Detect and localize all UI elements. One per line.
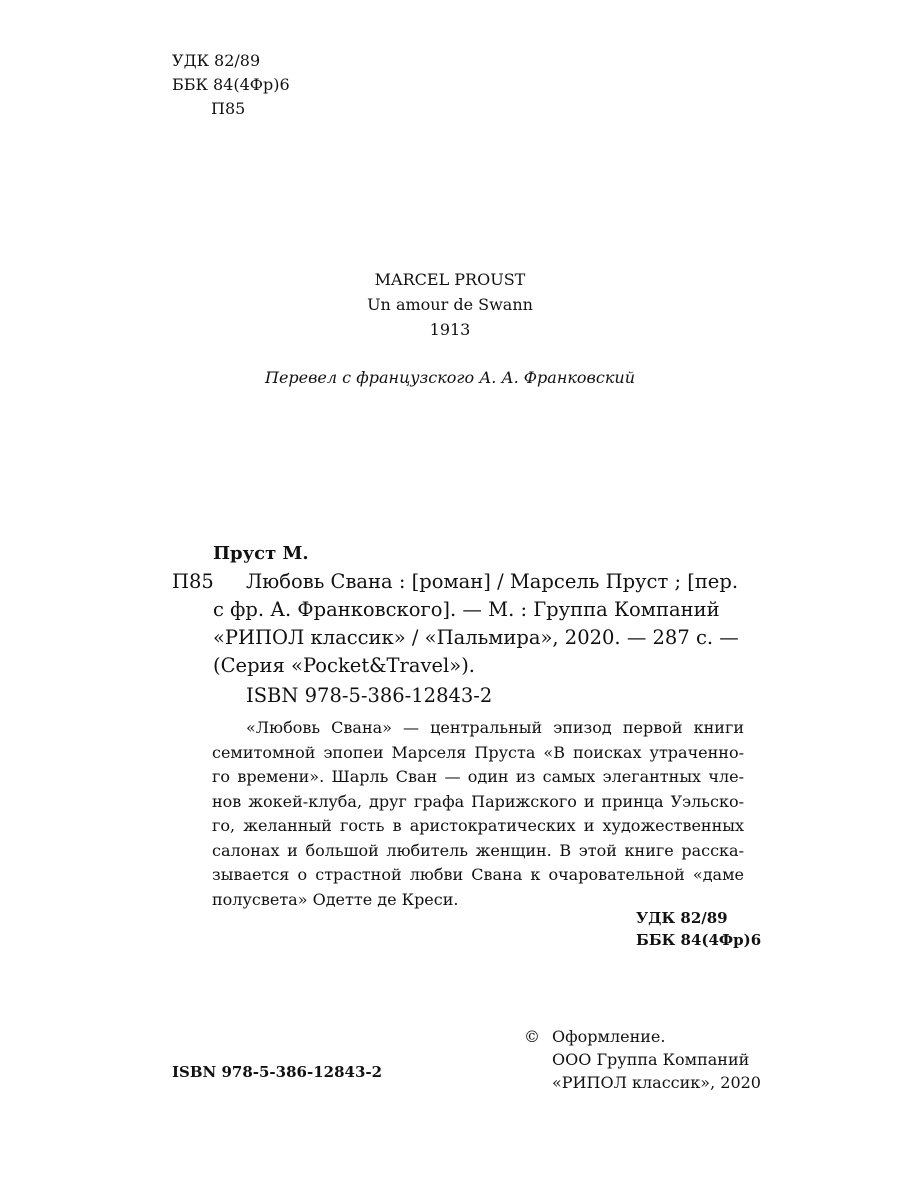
bib-line-1: Любовь Свана : [роман] / Марсель Пруст ; [пер. [246,570,739,593]
author-mark-top: П85 [211,99,246,118]
bib-line-3: «РИПОЛ классик» / «Пальмира», 2020. — 287 с. — [213,626,739,649]
author-mark: П85 [172,570,214,593]
original-year: 1913 [429,320,471,339]
annotation-line: полусвета» Одетте де Креси. [212,889,459,909]
translator-credit: Перевел с французского А. А. Франковский [264,368,635,387]
annotation-line: салонах и большой любитель женщин. В этой книге расска- [212,840,744,860]
copyright-line-3: «РИПОЛ классик», 2020 [552,1073,761,1092]
copyright-symbol: © [524,1027,540,1046]
annotation-line: го времени». Шарль Сван — один из самых элегантных чле- [212,767,744,786]
udk-code-bottom: УДК 82/89 [636,909,728,927]
annotation [212,716,744,912]
annotation-line: «Любовь Свана» — центральный эпизод первой книги [246,718,744,737]
bbk-code-bottom: ББК 84(4Фр)6 [636,931,762,949]
footer-isbn: ISBN 978-5-386-12843-2 [172,1063,383,1081]
annotation-line: нов жокей-клуба, друг графа Парижского и принца Уэльско- [212,791,744,811]
bib-isbn: ISBN 978-5-386-12843-2 [246,684,493,707]
annotation-line: го, желанный гость в аристократических и художественных [212,816,744,835]
bib-line-2: с фр. А. Франковского]. — М. : Группа Компаний [213,598,720,621]
bbk-code-top: ББК 84(4Фр)6 [172,75,290,94]
udk-code-top: УДК 82/89 [172,51,261,70]
original-title: Un amour de Swann [367,295,533,314]
annotation-line: семитомной эпопеи Марселя Пруста «В поисках утраченно- [212,742,744,762]
copyright-line-1: Оформление. [552,1027,666,1046]
copyright-line-2: ООО Группа Компаний [552,1050,750,1069]
annotation-line: зывается о страстной любви Свана к очаровательной «даме [212,865,744,884]
author-heading: Пруст М. [213,543,309,564]
bib-line-4: (Серия «Pocket&Travel»). [213,654,476,677]
original-author: MARCEL PROUST [374,270,526,289]
